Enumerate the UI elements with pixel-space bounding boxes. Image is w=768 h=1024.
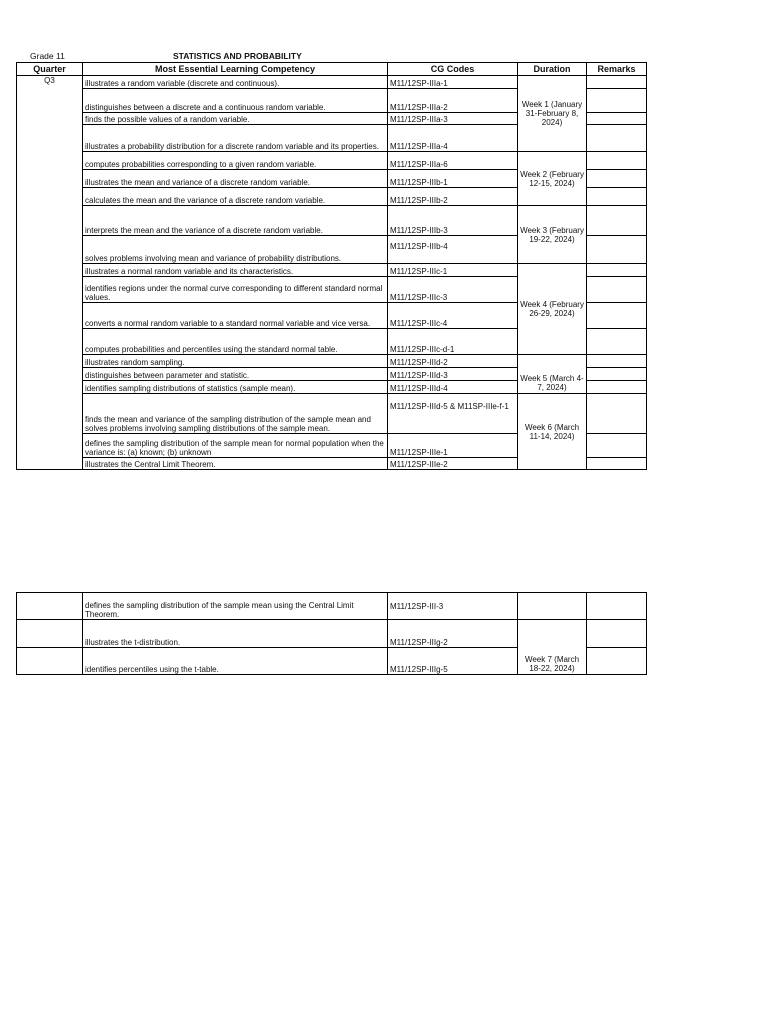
cg-code-cell: M11/12SP-IIIe-1 xyxy=(388,434,518,458)
duration-cell: Week 6 (March 11-14, 2024) xyxy=(518,394,587,470)
competency-cell: distinguishes between parameter and statistic. xyxy=(83,368,388,381)
column-header: Quarter xyxy=(17,63,83,76)
remarks-cell xyxy=(587,368,647,381)
cg-code-cell: M11/12SP-IIIa-1 xyxy=(388,76,518,89)
competency-cell: distinguishes between a discrete and a continuous random variable. xyxy=(83,89,388,113)
remarks-cell xyxy=(587,188,647,206)
cg-code-cell: M11/12SP-III-3 xyxy=(388,593,518,620)
competency-cell: interprets the mean and the variance of a discrete random variable. xyxy=(83,206,388,236)
subject-title: STATISTICS AND PROBABILITY xyxy=(173,51,302,61)
remarks-cell xyxy=(587,648,647,675)
column-header: Remarks xyxy=(587,63,647,76)
cg-code-cell: M11/12SP-IIId-4 xyxy=(388,381,518,394)
competency-cell: identifies sampling distributions of statistics (sample mean). xyxy=(83,381,388,394)
cg-code-cell: M11/12SP-IIId-5 & M11SP-IIIe-f-1 xyxy=(388,394,518,434)
competency-cell: illustrates a probability distribution for a discrete random variable and its properties. xyxy=(83,125,388,152)
grade-label: Grade 11 xyxy=(30,51,65,61)
cg-code-cell: M11/12SP-IIIb-4 xyxy=(388,236,518,264)
competency-cell: converts a normal random variable to a standard normal variable and vice versa. xyxy=(83,303,388,329)
cg-code-cell: M11/12SP-IIIb-1 xyxy=(388,170,518,188)
cg-code-cell: M11/12SP-IIIb-3 xyxy=(388,206,518,236)
table-row xyxy=(17,152,647,170)
competency-cell: defines the sampling distribution of the sample mean using the Central Limit Theorem. xyxy=(83,593,388,620)
quarter-cell xyxy=(17,620,83,648)
duration-cell: Week 7 (March 18-22, 2024) xyxy=(518,620,587,675)
remarks-cell xyxy=(587,329,647,355)
quarter-cell xyxy=(17,648,83,675)
table-row xyxy=(17,620,647,648)
remarks-cell xyxy=(587,125,647,152)
cg-code-cell: M11/12SP-IIId-3 xyxy=(388,368,518,381)
cg-code-cell: M11/12SP-IIIa-4 xyxy=(388,125,518,152)
remarks-cell xyxy=(587,89,647,113)
competency-cell: illustrates random sampling. xyxy=(83,355,388,368)
cg-code-cell: M11/12SP-IIIc-1 xyxy=(388,264,518,277)
competency-table-continued xyxy=(16,592,647,675)
remarks-cell xyxy=(587,264,647,277)
competency-cell: calculates the mean and the variance of a discrete random variable. xyxy=(83,188,388,206)
duration-cell: Week 3 (February 19-22, 2024) xyxy=(518,206,587,264)
competency-cell: identifies percentiles using the t-table. xyxy=(83,648,388,675)
remarks-cell xyxy=(587,113,647,125)
column-header: Duration xyxy=(518,63,587,76)
duration-cell: Week 4 (February 26-29, 2024) xyxy=(518,264,587,355)
duration-cell: Week 1 (January 31-February 8, 2024) xyxy=(518,76,587,152)
table-row xyxy=(17,593,647,620)
remarks-cell xyxy=(587,170,647,188)
remarks-cell xyxy=(587,303,647,329)
remarks-cell xyxy=(587,593,647,620)
cg-code-cell: M11/12SP-IIIb-2 xyxy=(388,188,518,206)
competency-cell: finds the possible values of a random variable. xyxy=(83,113,388,125)
cg-code-cell: M11/12SP-IIIa-3 xyxy=(388,113,518,125)
competency-cell: identifies regions under the normal curve corresponding to different standard normal values. xyxy=(83,277,388,303)
quarter-cell xyxy=(17,593,83,620)
cg-code-cell: M11/12SP-IIIc-3 xyxy=(388,277,518,303)
competency-table xyxy=(16,62,647,470)
competency-cell: finds the mean and variance of the sampling distribution of the sample mean and solves problems involving sampling distributions of the sample mean. xyxy=(83,394,388,434)
table-row xyxy=(17,355,647,368)
table-row xyxy=(17,76,647,89)
remarks-cell xyxy=(587,76,647,89)
remarks-cell xyxy=(587,620,647,648)
table-header-row xyxy=(17,63,647,76)
competency-cell: illustrates a normal random variable and its characteristics. xyxy=(83,264,388,277)
remarks-cell xyxy=(587,434,647,458)
remarks-cell xyxy=(587,458,647,470)
cg-code-cell: M11/12SP-IIIg-5 xyxy=(388,648,518,675)
cg-code-cell: M11/12SP-IIIe-2 xyxy=(388,458,518,470)
cg-code-cell: M11/12SP-IIIg-2 xyxy=(388,620,518,648)
column-header: CG Codes xyxy=(388,63,518,76)
remarks-cell xyxy=(587,236,647,264)
duration-cell: Week 5 (March 4-7, 2024) xyxy=(518,355,587,394)
duration-cell: Week 2 (February 12-15, 2024) xyxy=(518,152,587,206)
competency-cell: defines the sampling distribution of the sample mean for normal population when the variance is: (a) known; (b) unknown xyxy=(83,434,388,458)
remarks-cell xyxy=(587,277,647,303)
competency-cell: computes probabilities corresponding to a given random variable. xyxy=(83,152,388,170)
document-header xyxy=(16,50,646,62)
table-row xyxy=(17,264,647,277)
competency-cell: illustrates the t-distribution. xyxy=(83,620,388,648)
competency-cell: solves problems involving mean and variance of probability distributions. xyxy=(83,236,388,264)
remarks-cell xyxy=(587,381,647,394)
competency-cell: illustrates a random variable (discrete and continuous). xyxy=(83,76,388,89)
competency-cell: illustrates the mean and variance of a discrete random variable. xyxy=(83,170,388,188)
competency-cell: computes probabilities and percentiles using the standard normal table. xyxy=(83,329,388,355)
column-header: Most Essential Learning Competency xyxy=(83,63,388,76)
remarks-cell xyxy=(587,206,647,236)
cg-code-cell: M11/12SP-IIIa-6 xyxy=(388,152,518,170)
cg-code-cell: M11/12SP-IIIa-2 xyxy=(388,89,518,113)
quarter-cell: Q3 xyxy=(17,76,83,470)
remarks-cell xyxy=(587,394,647,434)
cg-code-cell: M11/12SP-IIIc-d-1 xyxy=(388,329,518,355)
cg-code-cell: M11/12SP-IIIc-4 xyxy=(388,303,518,329)
cg-code-cell: M11/12SP-IIId-2 xyxy=(388,355,518,368)
table-row xyxy=(17,206,647,236)
remarks-cell xyxy=(587,152,647,170)
table-row xyxy=(17,394,647,434)
duration-cell xyxy=(518,593,587,620)
competency-cell: illustrates the Central Limit Theorem. xyxy=(83,458,388,470)
remarks-cell xyxy=(587,355,647,368)
